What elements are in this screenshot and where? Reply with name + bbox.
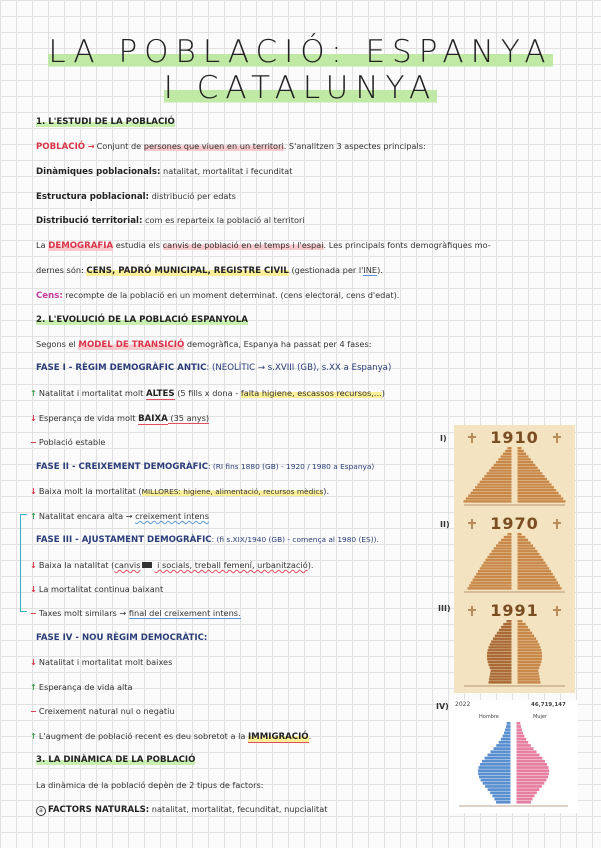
pyramid-bar-right xyxy=(517,731,523,734)
pyramid-bar-right xyxy=(518,579,557,581)
pyramid-bar-left xyxy=(501,738,511,741)
pyramid-bar-right xyxy=(517,788,540,791)
pyramid-bar-left xyxy=(478,769,511,772)
pyramid-1910 xyxy=(454,425,575,511)
pyramid-bar-right xyxy=(517,735,525,738)
pyramid-bar-right xyxy=(518,450,524,452)
pyramid-bar-right xyxy=(518,681,541,684)
fase3-line1: ↓ Baixa la natalitat (canvis i socials, treball femení, urbanització). xyxy=(30,560,314,570)
pyramid-bar-left xyxy=(491,750,511,753)
s1-line7: Cens: recompte de la població en un moment determinat. (cens electoral, cens d'edat). xyxy=(36,290,400,301)
pyramid-bar-left xyxy=(480,481,512,483)
dash-icon: − xyxy=(30,706,37,716)
s3-line2: a FACTORS NATURALS: natalitat, mortalitat, fecunditat, nupcialitat xyxy=(36,804,327,816)
pyramid-bar-left xyxy=(473,489,512,491)
pyramid-bar-right xyxy=(517,763,548,766)
pyramid-bar-left xyxy=(507,620,512,623)
pyramid-bar-left xyxy=(490,643,512,646)
pyramid-bar-left xyxy=(475,486,511,488)
pyramid-bar-right xyxy=(518,669,539,672)
pyramid-bar-right xyxy=(518,584,560,586)
pyramid-bar-right xyxy=(517,747,534,750)
pyramid-bar-left xyxy=(478,772,510,775)
pyramid-bar-left xyxy=(491,669,512,672)
pyramid-population-2022: 46,719,147 xyxy=(531,702,566,708)
pyramid-1991 xyxy=(454,598,575,693)
pyramid-1970 xyxy=(454,511,575,598)
pyramid-bar-right xyxy=(518,678,540,681)
pyramid-bar-right xyxy=(518,564,548,566)
s1-line2: Dinàmiques poblacionals: natalitat, mortalitat i fecunditat xyxy=(36,166,293,177)
up-arrow-icon: ↑ xyxy=(30,511,37,521)
pyramid-bar-right xyxy=(517,776,549,779)
figure-number-1: I) xyxy=(440,434,447,443)
pyramid-bar-left xyxy=(477,483,511,485)
pyramid-bar-right xyxy=(517,725,521,728)
down-arrow-icon: ↓ xyxy=(30,486,37,496)
pyramid-bar-right xyxy=(518,626,528,629)
pyramid-bar-left xyxy=(468,495,511,497)
pyramid-bar-right xyxy=(517,779,547,782)
pyramid-bar-right xyxy=(518,542,531,544)
pyramid-bar-right xyxy=(518,447,522,449)
pyramid-bar-left xyxy=(508,447,512,449)
fase2-line2: ↑ Natalitat encara alta → creixement intens xyxy=(30,511,209,521)
section1-heading: 1. L'ESTUDI DE LA POBLACIÓ xyxy=(36,117,175,127)
pyramid-bar-right xyxy=(518,556,542,558)
pyramid-bar-right xyxy=(518,658,542,661)
pyramid-bar-right xyxy=(518,550,538,552)
pyramid-bar-right xyxy=(518,672,539,675)
pyramid-bar-right xyxy=(518,492,559,494)
pyramid-bar-right xyxy=(518,486,554,488)
pyramid-bar-left xyxy=(498,458,511,460)
pyramid-bar-right xyxy=(518,489,557,491)
pyramid-bar-right xyxy=(518,464,536,466)
title-line1: LA POBLACIÓ: ESPANYA xyxy=(48,34,553,70)
figure-number-4: IV) xyxy=(436,702,449,711)
page-title-line1 xyxy=(0,34,601,70)
down-arrow-icon: ↓ xyxy=(30,657,37,667)
pyramid-bar-left xyxy=(488,754,511,757)
pyramid-bar-right xyxy=(518,640,538,643)
s1-line4: Distribució territorial: com es reparteix la població al territori xyxy=(36,215,305,226)
pyramid-bar-right xyxy=(518,667,540,670)
pyramid-bar-left xyxy=(501,539,512,541)
pyramid-bar-left xyxy=(471,581,512,583)
pyramid-bar-right xyxy=(517,757,543,760)
pyramid-bar-left xyxy=(490,667,512,670)
pyramid-bar-left xyxy=(491,640,511,643)
pyramid-bar-left xyxy=(476,573,511,575)
pyramid-bar-left xyxy=(481,779,511,782)
up-arrow-icon: ↑ xyxy=(30,388,37,398)
pyramid-bar-right xyxy=(517,760,545,763)
fase3-heading: FASE III - AJUSTAMENT DEMOGRÀFIC: (fi s.XIX/1940 (GB) - comença al 1980 (ES)). xyxy=(36,535,379,545)
pyramid-bar-right xyxy=(518,533,522,535)
s3-line1: La dinàmica de la població depèn de 2 tipus de factors: xyxy=(36,780,264,790)
pyramid-bar-left xyxy=(494,798,510,801)
pyramid-bar-right xyxy=(518,587,562,589)
pyramid-bar-right xyxy=(518,469,541,471)
pyramid-bar-left xyxy=(493,747,510,750)
pyramid-bar-left xyxy=(505,450,511,452)
pyramid-bar-left xyxy=(503,735,511,738)
pyramid-bar-right xyxy=(517,766,549,769)
pyramid-bar-right xyxy=(518,453,527,455)
pyramid-bar-left xyxy=(482,478,511,480)
pyramid-bar-left xyxy=(506,725,510,728)
circle-a-marker: a xyxy=(36,806,46,816)
pyramid-bar-right xyxy=(518,472,543,474)
pyramid-bar-right xyxy=(518,581,559,583)
dash-icon: − xyxy=(30,608,37,618)
down-arrow-icon: ↓ xyxy=(30,560,37,570)
pyramid-bar-left xyxy=(491,467,511,469)
pyramid-bar-left xyxy=(501,626,511,629)
pyramid-bar-left xyxy=(483,782,511,785)
section3-heading: 3. LA DINÀMICA DE LA POBLACIÓ xyxy=(36,755,196,765)
fase4-line1: ↓ Natalitat i mortalitat molt baixes xyxy=(30,657,173,667)
pyramid-bar-right xyxy=(518,539,529,541)
fase1-heading: FASE I - RÈGIM DEMOGRÀFIC ANTIC: (NEOLÍTIC → s.XVIII (GB), s.XX a Espanya) xyxy=(36,363,392,373)
pyramid-bar-right xyxy=(518,632,533,635)
pyramid-bar-left xyxy=(496,461,512,463)
pyramid-bar-left xyxy=(490,553,512,555)
pyramid-bar-left xyxy=(492,795,510,798)
pyramid-bar-left xyxy=(495,635,512,638)
pyramid-1970-bars xyxy=(454,511,575,598)
pyramid-bar-left xyxy=(496,744,510,747)
pyramid-bar-right xyxy=(518,623,526,626)
fase4-line4: ↑ L'augment de població recent es deu sobretot a la IMMIGRACIÓ. xyxy=(30,731,312,742)
pyramid-bar-left xyxy=(493,637,512,640)
pyramid-bar-left xyxy=(505,728,510,731)
pyramid-bar-left xyxy=(487,658,511,661)
pyramid-1991-bars xyxy=(454,598,575,693)
pyramid-bar-right xyxy=(517,785,542,788)
pyramid-bar-right xyxy=(517,801,531,804)
pyramid-bar-right xyxy=(517,728,522,731)
pyramid-bar-right xyxy=(517,738,527,741)
pyramid-bar-left xyxy=(499,629,512,632)
figure-number-2: II) xyxy=(440,520,450,529)
pyramid-bar-left xyxy=(508,533,512,535)
fase4-line2: ↑ Esperança de vida alta xyxy=(30,682,133,692)
pyramid-bar-right xyxy=(518,461,534,463)
fase2-line1: ↓ Baixa molt la mortalitat (MILLORES: higiene, alimentació, recursos mèdics). xyxy=(30,486,330,496)
pyramid-bar-right xyxy=(518,559,544,561)
down-arrow-icon: ↓ xyxy=(30,584,37,594)
pyramid-bar-right xyxy=(518,458,531,460)
s1-line1: POBLACIÓ → Conjunt de persones que viuen en un territori. S'analitzen 3 aspectes principals: xyxy=(36,141,426,152)
pyramid-bar-right xyxy=(518,635,535,638)
pyramid-bar-right xyxy=(518,547,536,549)
pyramid-bar-right xyxy=(517,754,540,757)
pyramid-bar-right xyxy=(518,649,542,652)
pyramid-bar-left xyxy=(487,655,512,658)
pyramid-bar-right xyxy=(518,620,523,623)
pyramid-bar-left xyxy=(485,757,511,760)
pyramid-year-1910: 1910 xyxy=(490,428,539,447)
pyramid-bar-left xyxy=(494,464,512,466)
pyramid-bar-right xyxy=(518,544,534,546)
pyramid-bar-left xyxy=(479,766,511,769)
pyramid-bar-left xyxy=(489,678,511,681)
pyramid-year-2022: 2022 xyxy=(455,701,471,708)
pyramid-bar-right xyxy=(518,478,547,480)
pyramid-bar-left xyxy=(490,791,510,794)
pyramid-bar-right xyxy=(518,643,540,646)
pyramid-bar-right xyxy=(518,675,540,678)
label-male: Hombre xyxy=(479,714,499,720)
fase1-line3: − Població estable xyxy=(30,437,106,447)
up-arrow-icon: ↑ xyxy=(30,682,37,692)
s1-line3: Estructura poblacional: distribució per edats xyxy=(36,191,236,202)
pyramid-bar-left xyxy=(485,559,511,561)
pyramid-bar-left xyxy=(470,492,511,494)
pyramid-bar-left xyxy=(489,664,512,667)
pyramid-bar-right xyxy=(518,629,531,632)
pyramid-bar-right xyxy=(518,637,537,640)
pyramid-bar-left xyxy=(507,722,511,725)
pyramid-bar-left xyxy=(504,731,510,734)
up-arrow-icon: ↑ xyxy=(30,731,37,741)
pyramid-bar-right xyxy=(517,795,535,798)
pyramid-bar-right xyxy=(517,741,529,744)
pyramid-bar-left xyxy=(504,536,512,538)
pyramid-bar-left xyxy=(487,556,511,558)
pyramid-bar-left xyxy=(490,672,511,675)
fase2-heading: FASE II - CREIXEMENT DEMOGRÀFIC: (RI fins 1880 (GB) - 1920 / 1980 a Espanya) xyxy=(36,462,375,472)
pyramid-bar-left xyxy=(485,785,510,788)
pyramid-bar-left xyxy=(503,623,511,626)
pyramid-bar-right xyxy=(518,475,545,477)
censored-block xyxy=(142,562,152,568)
dash-icon: − xyxy=(30,437,37,447)
pyramid-bar-right xyxy=(517,772,549,775)
pyramid-bar-left xyxy=(494,547,512,549)
pyramid-bar-right xyxy=(518,483,552,485)
bracket xyxy=(20,514,27,612)
pyramid-bar-right xyxy=(517,791,537,794)
title-line2: I CATALUNYA xyxy=(163,70,438,106)
pyramid-bar-left xyxy=(487,472,512,474)
s2-intro: Segons el MODEL DE TRANSICIÓ demogràfica, Espanya ha passat per 4 fases: xyxy=(36,339,372,350)
pyramid-bar-right xyxy=(517,722,521,725)
pyramid-bar-left xyxy=(482,564,512,566)
fase4-heading: FASE IV - NOU RÈGIM DEMOCRÀTIC: xyxy=(36,633,208,643)
pyramid-bar-right xyxy=(518,661,542,664)
s1-line6: dernes són: CENS, PADRÓ MUNICIPAL, REGISTRE CIVIL (gestionada per l'INE). xyxy=(36,265,383,276)
pyramid-bar-right xyxy=(518,553,540,555)
figure-number-3: III) xyxy=(438,604,451,613)
pyramid-bar-left xyxy=(468,587,512,589)
pyramid-bar-left xyxy=(484,562,512,564)
pyramid-bar-right xyxy=(518,455,529,457)
fase1-line1: ↑ Natalitat i mortalitat molt ALTES (5 fills x dona - falta higiene, escassos recursos,...) xyxy=(30,388,385,399)
pyramid-bar-left xyxy=(488,661,512,664)
pyramid-bar-right xyxy=(518,495,561,497)
pyramid-bar-left xyxy=(464,500,512,502)
pyramid-bar-right xyxy=(518,467,538,469)
fase3-line3: − Taxes molt similars → final del creixement intens. xyxy=(30,608,241,618)
pyramid-bar-left xyxy=(498,542,511,544)
pyramid-bar-right xyxy=(518,576,555,578)
pyramid-bar-left xyxy=(474,576,511,578)
pyramid-bar-left xyxy=(482,760,510,763)
pyramid-bar-left xyxy=(489,469,512,471)
pyramid-bar-left xyxy=(480,763,511,766)
pyramid-bar-left xyxy=(478,570,512,572)
pyramid-bar-right xyxy=(518,562,546,564)
pyramid-bar-left xyxy=(501,455,512,457)
pyramid-bar-right xyxy=(518,664,541,667)
pyramid-bar-right xyxy=(517,750,537,753)
pyramid-year-1970: 1970 xyxy=(490,514,539,533)
pyramid-bar-right xyxy=(517,798,533,801)
pyramid-bar-right xyxy=(518,567,550,569)
down-arrow-icon: ↓ xyxy=(30,413,37,423)
pyramid-2022 xyxy=(449,700,578,813)
pyramid-bar-right xyxy=(517,782,545,785)
pyramid-bar-left xyxy=(490,675,512,678)
pyramid-bar-left xyxy=(489,681,512,684)
fase4-line3: − Creixement natural nul o negatiu xyxy=(30,706,175,716)
pyramid-bar-left xyxy=(503,453,512,455)
page-title-line2 xyxy=(0,70,601,106)
pyramid-year-1991: 1991 xyxy=(490,601,539,620)
pyramid-bar-left xyxy=(466,497,512,499)
section2-heading: 2. L'EVOLUCIÓ DE LA POBLACIÓ ESPANYOLA xyxy=(36,315,248,325)
pyramid-bar-left xyxy=(497,632,512,635)
pyramid-bar-left xyxy=(484,475,511,477)
pyramid-bar-right xyxy=(518,481,550,483)
pyramid-bar-left xyxy=(488,649,512,652)
pyramid-bar-left xyxy=(473,579,512,581)
pyramid-bar-left xyxy=(479,776,511,779)
pyramid-bar-left xyxy=(496,544,512,546)
pyramid-bar-right xyxy=(518,570,552,572)
pyramid-bar-left xyxy=(492,550,512,552)
pyramid-bar-left xyxy=(487,652,511,655)
pyramid-bar-left xyxy=(499,741,511,744)
pyramid-bar-left xyxy=(480,567,512,569)
pyramid-bar-right xyxy=(517,769,550,772)
fase3-line2: ↓ La mortalitat continua baixant xyxy=(30,584,164,594)
pyramid-2022-bars xyxy=(449,700,578,813)
label-female: Mujer xyxy=(533,714,548,720)
pyramid-bar-left xyxy=(489,646,512,649)
pyramid-bar-right xyxy=(518,500,566,502)
pyramid-bar-right xyxy=(518,655,543,658)
fase1-line2: ↓ Esperança de vida molt BAIXA (35 anys) xyxy=(30,413,210,424)
pyramid-bar-right xyxy=(517,744,531,747)
pyramid-bar-right xyxy=(518,536,526,538)
pyramid-1910-bars xyxy=(454,425,575,511)
pyramid-bar-left xyxy=(469,584,511,586)
pyramid-bar-right xyxy=(518,646,541,649)
s1-line5: La DEMOGRAFIA estudia els canvis de població en el temps i l'espai. Les principals fonts demogràfiques mo- xyxy=(36,240,491,251)
pyramid-bar-right xyxy=(518,573,553,575)
pyramid-bar-left xyxy=(488,788,511,791)
pyramid-bar-right xyxy=(518,652,542,655)
pyramid-bar-left xyxy=(496,801,510,804)
pyramid-bar-right xyxy=(518,497,564,499)
